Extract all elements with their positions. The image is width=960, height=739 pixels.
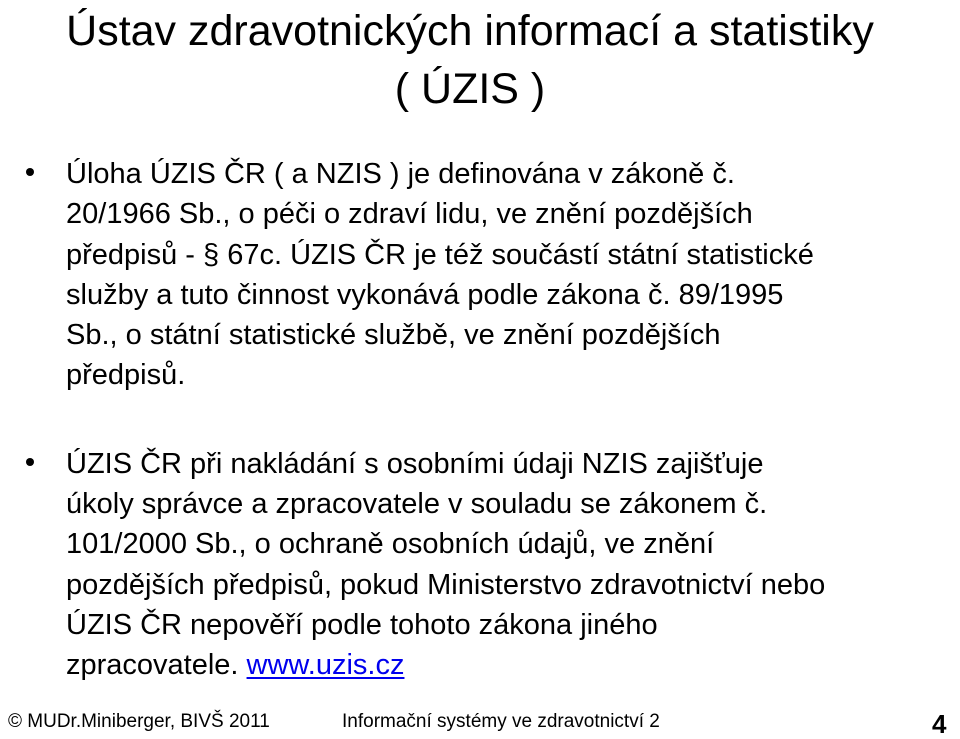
bullet-item <box>22 444 942 686</box>
bullet-line: Úloha ÚZIS ČR ( a NZIS ) je definována v zákoně č. <box>66 158 735 190</box>
bullet-line: 101/2000 Sb., o ochraně osobních údajů, ve znění <box>66 528 715 561</box>
uzis-website-link[interactable]: www.uzis.cz <box>246 649 405 682</box>
page-number: 4 <box>932 709 947 739</box>
bullet-item <box>22 154 942 396</box>
footer-course-title: Informační systémy ve zdravotnictví 2 <box>342 711 660 732</box>
bullet-text <box>66 154 942 396</box>
bullet-line: předpisů. <box>66 359 186 392</box>
slide-footer <box>0 709 960 739</box>
bullet-line: pozdějších předpisů, pokud Ministerstvo zdravotnictví nebo <box>66 568 826 601</box>
slide-title-line-1: Ústav zdravotnických informací a statistiky <box>66 7 874 55</box>
footer-author: © MUDr.Miniberger, BIVŠ 2011 <box>8 711 270 732</box>
bullet-line: služby a tuto činnost vykonává podle zákona č. 89/1995 <box>66 278 784 311</box>
slide-title-line-2: ( ÚZIS ) <box>394 65 546 113</box>
bullet-line-last <box>66 645 942 685</box>
bullet-line: Sb., o státní statistické službě, ve znění pozdějších <box>66 319 721 352</box>
bullet-line: úkoly správce a zpracovatele v souladu se zákonem č. <box>66 488 768 521</box>
bullet-dot-icon <box>26 168 34 176</box>
slide-title <box>0 2 940 118</box>
bullet-line: ÚZIS ČR při nakládání s osobními údaji NZIS zajišťuje <box>66 447 764 480</box>
bullet-line: 20/1966 Sb., o péči o zdraví lidu, ve znění pozdějších <box>66 198 753 231</box>
bullet-text <box>66 444 942 686</box>
bullet-line-text: zpracovatele. <box>66 649 247 682</box>
bullet-dot-icon <box>26 458 34 466</box>
bullet-line: předpisů - § 67c. ÚZIS ČR je též součástí státní statistické <box>66 238 814 271</box>
bullet-line: ÚZIS ČR nepověří podle tohoto zákona jiného <box>66 608 658 641</box>
bullet-list <box>22 154 942 686</box>
